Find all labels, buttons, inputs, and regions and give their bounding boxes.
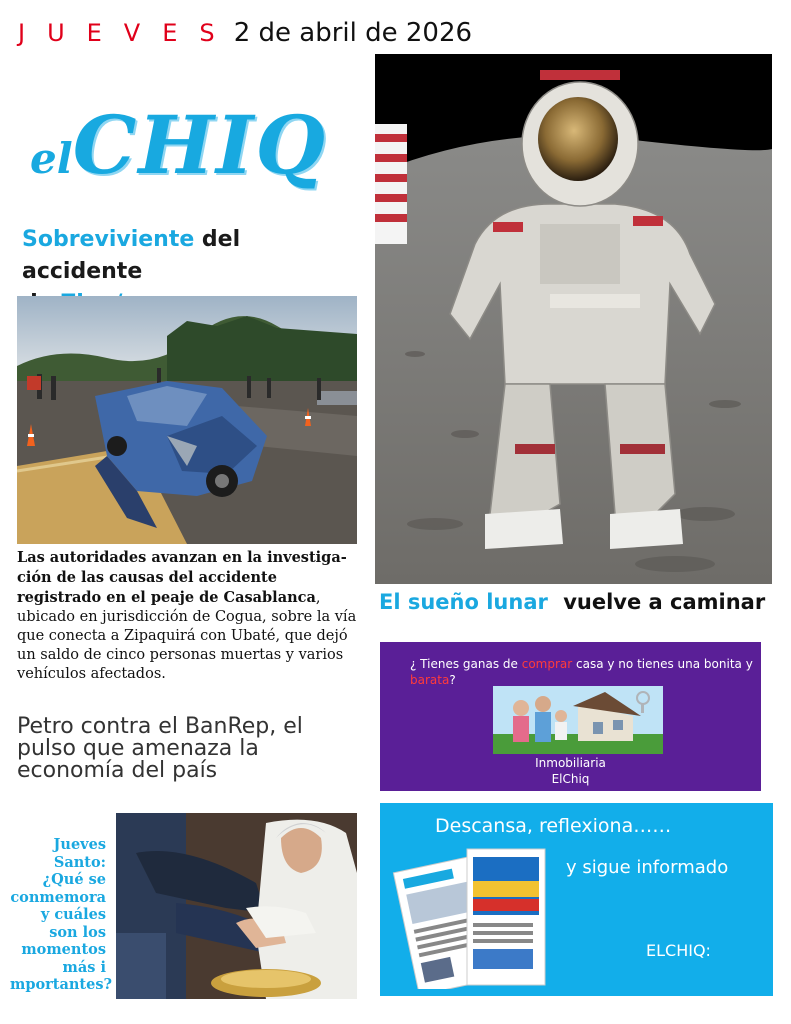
headline-moon[interactable] — [379, 590, 765, 614]
astronaut-illustration — [375, 54, 772, 584]
promo-box[interactable] — [380, 803, 773, 996]
date-line — [18, 18, 472, 52]
promo-line-1: Descansa, reflexiona…… — [435, 815, 672, 837]
accident-photo[interactable] — [17, 296, 357, 544]
headline-moon-highlight: El sueño lunar — [379, 590, 548, 614]
article-body: , ubicado en jurisdicción de Cogua, sobre la vía que conecta a Zipaquirá con Ubaté, que dejó un saldo de cinco personas muertas y varios vehículos afectados. — [17, 590, 357, 682]
ad-brand-2: ElChiq — [551, 772, 590, 786]
newspaper-thumbnail — [385, 841, 550, 989]
ad-text-3: ? — [449, 673, 456, 687]
headline-accident-highlight: Sobreviviente — [22, 227, 195, 252]
headline-moon-text: vuelve a caminar — [563, 590, 766, 614]
ad-question — [410, 656, 755, 688]
headline-jueves-santo[interactable]: Jueves Santo: ¿Qué se conmemora y cuáles son los momentos más i mportantes? — [10, 836, 113, 993]
ad-highlight-2: barata — [410, 673, 450, 687]
headline-petro[interactable]: Petro contra el BanRep, el pulso que amenaza la economía del país — [17, 714, 303, 783]
accident-illustration — [17, 296, 357, 544]
masthead-logo — [30, 98, 382, 198]
promo-line-3: ELCHIQ: — [646, 941, 711, 960]
ad-brand-1: Inmobiliaria — [535, 756, 606, 770]
foot-washing-illustration — [116, 813, 357, 999]
masthead-name: CHIQ — [72, 98, 328, 192]
real-estate-ad[interactable] — [380, 642, 761, 791]
ad-text-1: ¿ Tienes ganas de — [410, 657, 522, 671]
ad-text-2: casa y no tienes una bonita y — [572, 657, 753, 671]
family-house-image — [493, 686, 663, 754]
promo-line-2: y sigue informado — [566, 857, 729, 878]
foot-washing-photo[interactable] — [116, 813, 357, 999]
accident-article — [17, 548, 357, 684]
headline-accident-text: del accidente — [22, 227, 241, 284]
article-lead: Las autoridades avanzan en la investigación de las causas del accidente registrado en el peaje de Casablanca — [17, 549, 347, 606]
masthead-prefix: el — [30, 134, 73, 183]
astronaut-photo[interactable] — [375, 54, 772, 584]
date-text: 2 de abril de 2026 — [233, 18, 473, 48]
ad-highlight-1: comprar — [521, 657, 573, 671]
weekday: JUEVES — [18, 19, 237, 47]
